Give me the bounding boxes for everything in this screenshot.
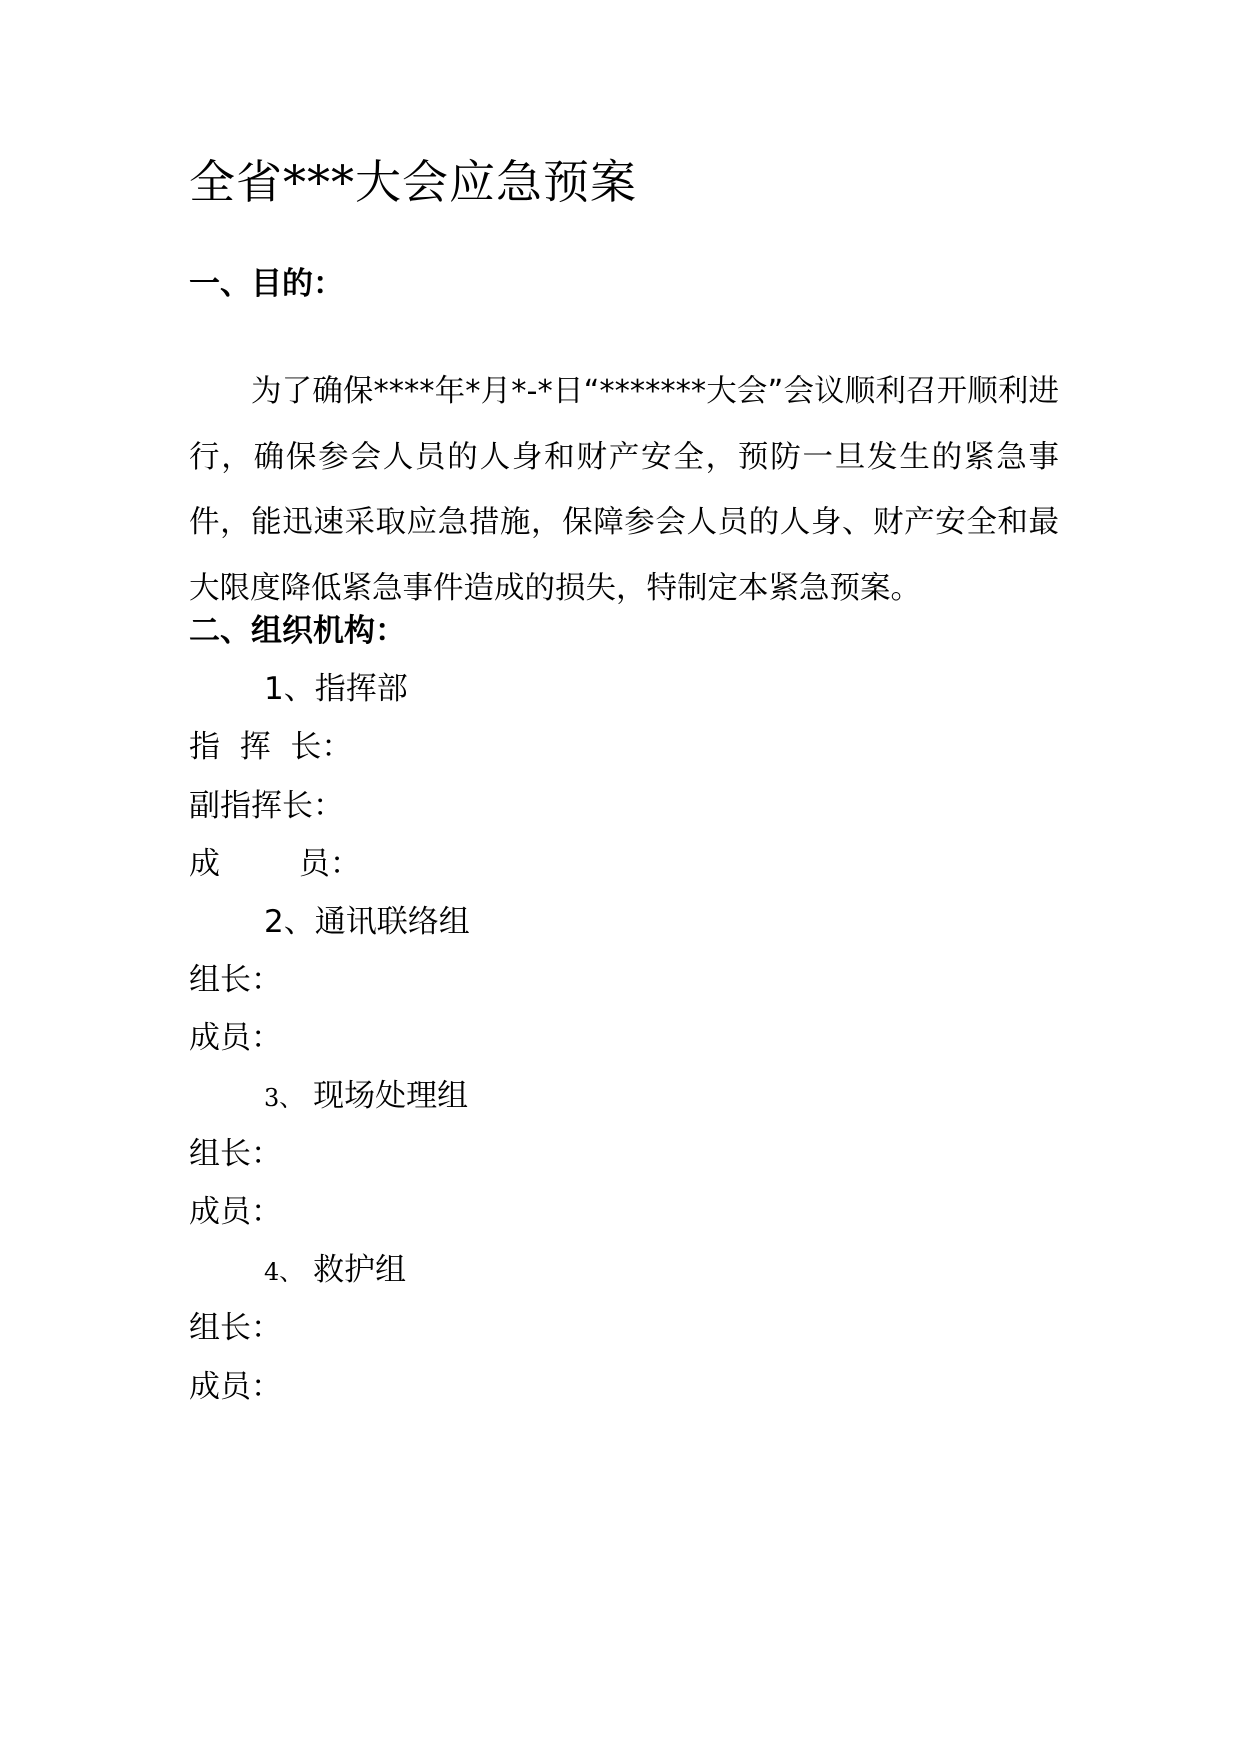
deputy-commander-label: 副指挥长： xyxy=(189,788,344,824)
group-2-members-label: 成员： xyxy=(189,1020,282,1056)
group-1-title: 1、指挥部 xyxy=(264,671,408,707)
group-3-name: 现场处理组 xyxy=(313,1078,469,1114)
group-4-number: 4、 xyxy=(264,1258,304,1286)
commander-label: 指 挥 长： xyxy=(189,729,353,765)
group-3-number: 3、 xyxy=(264,1084,304,1112)
document-title: 全省***大会应急预案 xyxy=(189,155,637,209)
section-2-heading: 二、组织机构： xyxy=(189,613,406,649)
group-4-members-label: 成员： xyxy=(189,1369,282,1405)
group-4-leader-label: 组长： xyxy=(189,1310,282,1346)
group-3-members-label: 成员： xyxy=(189,1194,282,1230)
group-3-leader-label: 组长： xyxy=(189,1136,282,1172)
group-2-leader-label: 组长： xyxy=(189,962,282,998)
hq-members-label: 成 员： xyxy=(189,846,361,882)
group-3-title xyxy=(264,1076,468,1118)
group-4-name: 救护组 xyxy=(313,1252,407,1288)
section-1-heading: 一、目的： xyxy=(189,266,344,302)
group-4-title xyxy=(264,1250,406,1292)
group-2-title: 2、通讯联络组 xyxy=(264,904,470,940)
section-1-paragraph: 为了确保****年*月*-*日“*******大会”会议顺利召开顺利进行，确保参会人员的人身和财产安全，预防一旦发生的紧急事件，能迅速采取应急措施，保障参会人员的人身、财产安全和最大限度降低紧急事件造成的损失，特制定本紧急预案。 xyxy=(189,374,1059,606)
